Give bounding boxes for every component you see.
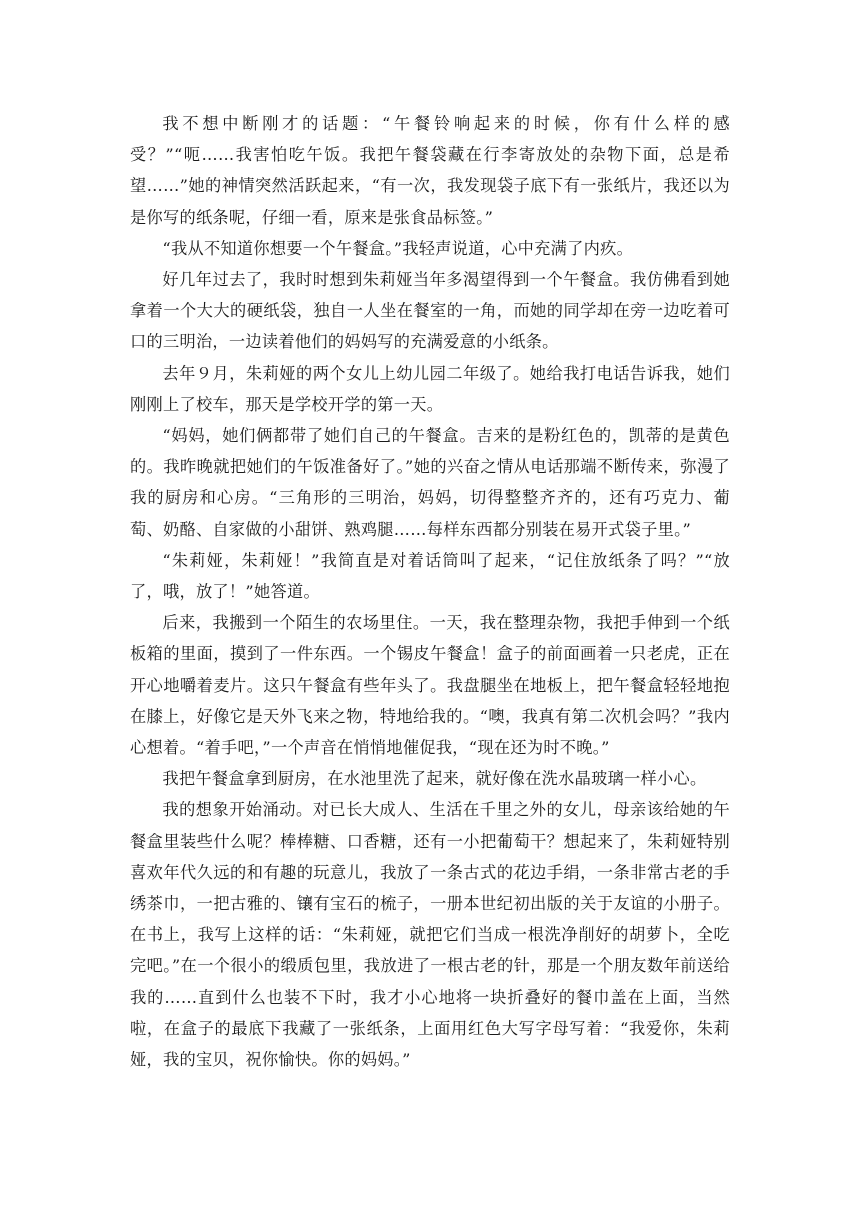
paragraph-6: “朱莉娅，朱莉娅！”我简直是对着话筒叫了起来，“记住放纸条了吗？”“放了，哦，放了！”她答道。 [130, 550, 730, 602]
article-body [130, 108, 730, 1075]
paragraph-2: “我从不知道你想要一个午餐盒。”我轻声说道，心中充满了内疚。 [162, 238, 634, 258]
paragraph-3: 好几年过去了，我时时想到朱莉娅当年多渴望得到一个午餐盒。我仿佛看到她拿着一个大大的硬纸袋，独自一人坐在餐室的一角，而她的同学却在旁一边吃着可口的三明治，一边读着他们的妈妈写的充满爱意的小纸条。 [130, 270, 730, 352]
paragraph-1: 我不想中断刚才的话题：“午餐铃响起来的时候，你有什么样的感受？”“呃……我害怕吃午饭。我把午餐袋藏在行李寄放处的杂物下面，总是希望……”她的神情突然活跃起来，“有一次，我发现袋子底下有一张纸片，我还以为是你写的纸条呢，仔细一看，原来是张食品标签。” [130, 114, 730, 227]
paragraph-7: 后来，我搬到一个陌生的农场里住。一天，我在整理杂物，我把手伸到一个纸板箱的里面，摸到了一件东西。一个锡皮午餐盒！盒子的前面画着一只老虎，正在开心地嚼着麦片。这只午餐盒有些年头了。我盘腿坐在地板上，把午餐盒轻轻地抱在膝上，好像它是天外飞来之物，特地给我的。“噢，我真有第二次机会吗？”我内心想着。“着手吧，”一个声音在悄悄地催促我，“现在还为时不晚。” [130, 613, 730, 758]
paragraph-5: “妈妈，她们俩都带了她们自己的午餐盒。吉来的是粉红色的，凯蒂的是黄色的。我昨晚就把她们的午饭准备好了。”她的兴奋之情从电话那端不断传来，弥漫了我的厨房和心房。“三角形的三明治，妈妈，切得整整齐齐的，还有巧克力、葡萄、奶酪、自家做的小甜饼、熟鸡腿……每样东西都分别装在易开式袋子里。” [130, 426, 730, 539]
paragraph-4: 去年９月，朱莉娅的两个女儿上幼儿园二年级了。她给我打电话告诉我，她们刚刚上了校车，那天是学校开学的第一天。 [130, 363, 730, 414]
paragraph-9: 我的想象开始涌动。对已长大成人、生活在千里之外的女儿，母亲该给她的午餐盒里装些什么呢？棒棒糖、口香糖，还有一小把葡萄干？想起来了，朱莉娅特别喜欢年代久远的和有趣的玩意儿，我放了一条古式的花边手绢，一条非常古老的手绣茶巾，一把古雅的、镶有宝石的梳子，一册本世纪初出版的关于友谊的小册子。在书上，我写上这样的话：“朱莉娅，就把它们当成一根洗净削好的胡萝卜，全吃完吧。”在一个很小的缎质包里，我放进了一根古老的针，那是一个朋友数年前送给我的……直到什么也装不下时，我才小心地将一块折叠好的餐巾盖在上面，当然啦，在盒子的最底下我藏了一张纸条，上面用红色大写字母写着：“我爱你，朱莉娅，我的宝贝，祝你愉快。你的妈妈。” [130, 800, 730, 1070]
paragraph-8: 我把午餐盒拿到厨房，在水池里洗了起来，就好像在洗水晶玻璃一样小心。 [162, 769, 707, 789]
